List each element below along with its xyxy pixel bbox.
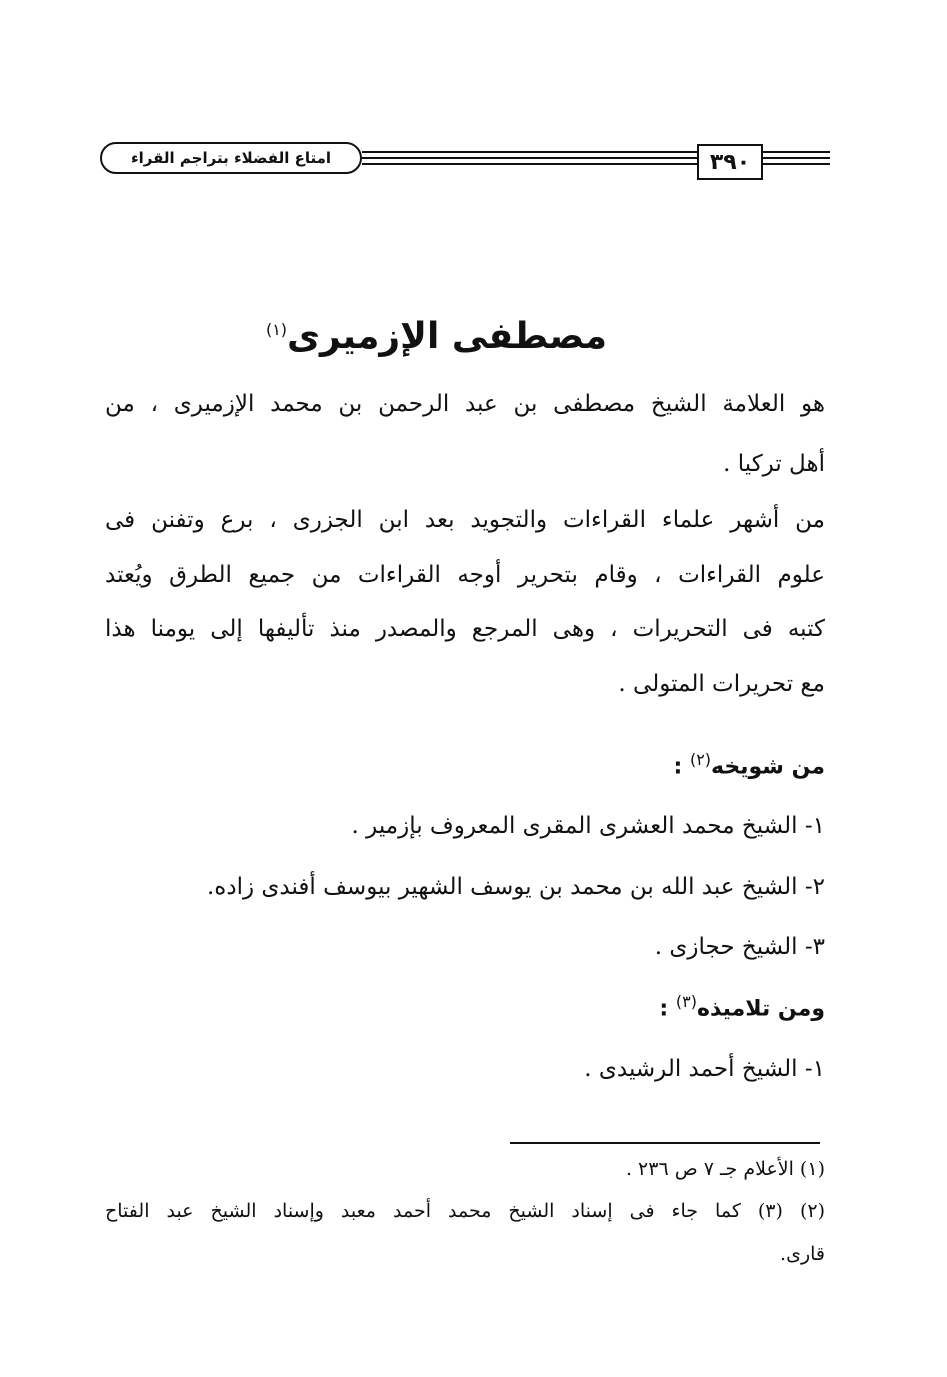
p2-line-4: مع تحريرات المتولى . — [618, 671, 825, 697]
book-title: امتاع الفضلاء بتراجم القراء — [100, 142, 362, 174]
header-rule-right-3 — [763, 163, 830, 165]
students-heading-text: ومن تلاميذه — [696, 996, 825, 1022]
sheikhs-heading — [673, 752, 825, 778]
header-rule-left-3 — [362, 163, 697, 165]
entry-title-text: مصطفى الإزميرى — [287, 316, 607, 357]
sheikhs-heading-text: من شويخه — [711, 754, 825, 780]
entry-title — [266, 316, 607, 357]
p2-line-3: كتبه فى التحريرات ، وهى المرجع والمصدر منذ تأليفها إلى يومنا هذا — [105, 616, 825, 642]
p1-line-2: أهل تركيا . — [723, 451, 825, 477]
header-rule-right — [763, 151, 830, 153]
footnote-separator — [510, 1142, 820, 1144]
sheikhs-colon: : — [673, 754, 683, 780]
student-item-1: ١- الشيخ أحمد الرشيدى . — [584, 1056, 825, 1082]
header-rule-right-2 — [763, 157, 830, 159]
students-heading — [659, 994, 825, 1020]
header-rule-left-2 — [362, 157, 697, 159]
students-footnote-ref: (٣) — [675, 992, 697, 1011]
sheikh-item-1: ١- الشيخ محمد العشرى المقرى المعروف بإزمير . — [351, 813, 825, 839]
footnote-2-cont: قارى. — [780, 1243, 825, 1265]
sheikh-item-2: ٢- الشيخ عبد الله بن محمد بن يوسف الشهير بيوسف أفندى زاده. — [206, 874, 825, 900]
footnote-1: (١) الأعلام جـ ٧ ص ٢٣٦ . — [625, 1158, 825, 1180]
p2-line-2: علوم القراءات ، وقام بتحرير أوجه القراءات من جميع الطرق ويُعتد — [105, 562, 825, 588]
header-rule-left — [362, 151, 697, 153]
p2-line-1: من أشهر علماء القراءات والتجويد بعد ابن الجزرى ، برع وتفنن فى — [105, 507, 825, 533]
sheikhs-footnote-ref: (٢) — [689, 750, 712, 769]
sheikh-item-3: ٣- الشيخ حجازى . — [654, 934, 825, 960]
students-colon: : — [659, 996, 669, 1022]
page-number: ٣٩٠ — [697, 144, 763, 180]
footnote-2: (٢) (٣) كما جاء فى إسناد الشيخ محمد أحمد معبد وإسناد الشيخ عبد الفتاح — [105, 1200, 825, 1222]
title-footnote-ref: (١) — [265, 320, 288, 339]
p1-line-1: هو العلامة الشيخ مصطفى بن عبد الرحمن بن محمد الإزميرى ، من — [105, 391, 825, 417]
